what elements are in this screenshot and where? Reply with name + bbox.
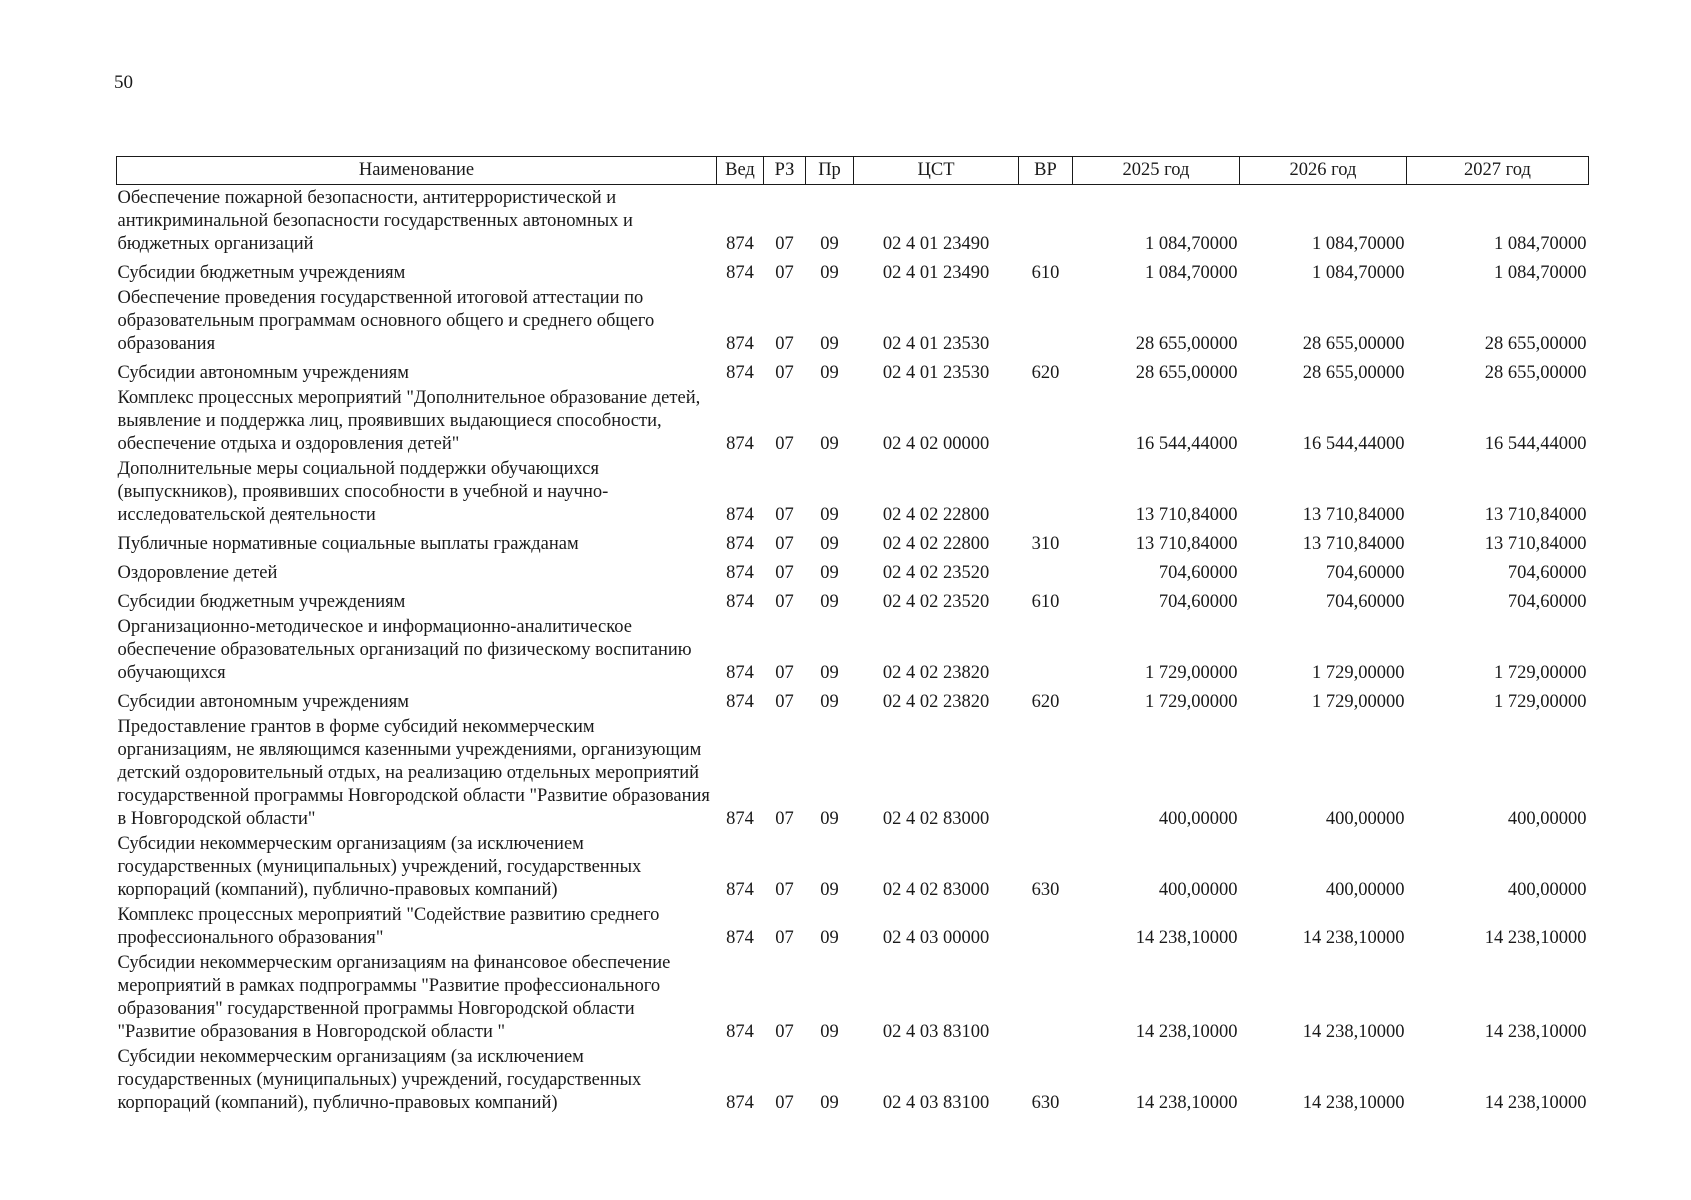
row-2027: 14 238,10000	[1484, 928, 1587, 948]
row-cst: 02 4 02 23520	[882, 563, 990, 583]
row-2025: 14 238,10000	[1135, 1022, 1238, 1042]
row-vr	[1019, 714, 1073, 831]
row-ved: 874	[726, 563, 754, 583]
table-row	[117, 356, 1589, 385]
row-ved: 874	[726, 263, 754, 283]
row-cst: 02 4 02 22800	[882, 505, 990, 525]
table-row	[117, 285, 1589, 356]
row-2027: 13 710,84000	[1484, 534, 1587, 554]
row-vr: 620	[1031, 692, 1060, 712]
row-pr: 09	[820, 663, 839, 683]
row-rz: 07	[775, 592, 794, 612]
row-cst: 02 4 02 23520	[882, 592, 990, 612]
row-2025: 1 084,70000	[1145, 234, 1238, 254]
row-2027: 704,60000	[1507, 592, 1587, 612]
row-name: Организационно-методическое и информационно-аналитическое обеспечение образовательных организаций по физическому воспитанию обучающихся	[117, 617, 692, 683]
row-vr: 610	[1031, 592, 1060, 612]
row-2025: 14 238,10000	[1135, 1093, 1238, 1113]
row-rz: 07	[775, 563, 794, 583]
row-2025: 400,00000	[1158, 809, 1238, 829]
row-rz: 07	[775, 928, 794, 948]
header-vr: ВР	[1019, 157, 1073, 185]
row-name: Обеспечение проведения государственной итоговой аттестации по образовательным программам основного общего и среднего общего образования	[117, 288, 655, 354]
row-2025: 14 238,10000	[1135, 928, 1238, 948]
row-name: Субсидии автономным учреждениям	[117, 363, 409, 383]
row-rz: 07	[775, 692, 794, 712]
row-2026: 1 084,70000	[1312, 263, 1405, 283]
row-2026: 1 084,70000	[1312, 234, 1405, 254]
row-2027: 704,60000	[1507, 563, 1587, 583]
row-vr	[1019, 902, 1073, 950]
row-ved: 874	[726, 1022, 754, 1042]
table-header-row	[117, 157, 1589, 185]
row-2027: 1 084,70000	[1494, 263, 1587, 283]
row-ved: 874	[726, 1093, 754, 1113]
row-vr: 610	[1031, 263, 1060, 283]
row-ved: 874	[726, 363, 754, 383]
row-cst: 02 4 02 83000	[882, 809, 990, 829]
row-ved: 874	[726, 534, 754, 554]
row-2027: 400,00000	[1507, 880, 1587, 900]
row-2027: 1 729,00000	[1494, 663, 1587, 683]
row-pr: 09	[820, 505, 839, 525]
page-number: 50	[114, 72, 133, 93]
table-row	[117, 614, 1589, 685]
row-2026: 16 544,44000	[1302, 434, 1405, 454]
table-row	[117, 527, 1589, 556]
table-row	[117, 685, 1589, 714]
row-cst: 02 4 01 23490	[882, 234, 990, 254]
row-name: Субсидии некоммерческим организациям (за исключением государственных (муниципальных) учреждений, государственных корпораций (компаний), публично-правовых компаний)	[117, 834, 642, 900]
row-2025: 1 729,00000	[1145, 692, 1238, 712]
table-body	[117, 185, 1589, 1116]
row-2025: 1 729,00000	[1145, 663, 1238, 683]
row-ved: 874	[726, 663, 754, 683]
header-2025: 2025 год	[1073, 157, 1240, 185]
row-2026: 14 238,10000	[1302, 928, 1405, 948]
row-rz: 07	[775, 263, 794, 283]
row-cst: 02 4 01 23490	[882, 263, 990, 283]
row-cst: 02 4 01 23530	[882, 363, 990, 383]
row-name: Обеспечение пожарной безопасности, антитеррористической и антикриминальной безопасности государственных автономных и бюджетных организаций	[117, 188, 633, 254]
table-row	[117, 456, 1589, 527]
row-name: Публичные нормативные социальные выплаты гражданам	[117, 534, 579, 554]
row-vr	[1019, 456, 1073, 527]
row-2026: 14 238,10000	[1302, 1093, 1405, 1113]
row-cst: 02 4 02 23820	[882, 663, 990, 683]
row-2027: 14 238,10000	[1484, 1022, 1587, 1042]
row-rz: 07	[775, 1022, 794, 1042]
row-pr: 09	[820, 234, 839, 254]
row-2026: 704,60000	[1325, 592, 1405, 612]
row-2025: 28 655,00000	[1135, 334, 1238, 354]
row-cst: 02 4 03 00000	[882, 928, 990, 948]
row-vr: 630	[1031, 880, 1060, 900]
row-2026: 13 710,84000	[1302, 534, 1405, 554]
header-pr: Пр	[806, 157, 854, 185]
row-pr: 09	[820, 692, 839, 712]
row-2025: 704,60000	[1158, 563, 1238, 583]
row-name: Предоставление грантов в форме субсидий некоммерческим организациям, не являющимся казенными учреждениями, организующим детский оздоровительный отдых, на реализацию отдельных мероприятий государственной программы Новгородской области "Развитие образования в Новгородской области"	[117, 717, 710, 829]
table-row	[117, 1044, 1589, 1115]
row-ved: 874	[726, 234, 754, 254]
row-pr: 09	[820, 809, 839, 829]
row-name: Субсидии некоммерческим организациям (за исключением государственных (муниципальных) учреждений, государственных корпораций (компаний), публично-правовых компаний)	[117, 1047, 642, 1113]
row-rz: 07	[775, 809, 794, 829]
row-2027: 1 729,00000	[1494, 692, 1587, 712]
row-cst: 02 4 03 83100	[882, 1022, 990, 1042]
row-pr: 09	[820, 563, 839, 583]
table-row	[117, 714, 1589, 831]
row-name: Комплекс процессных мероприятий "Дополнительное образование детей, выявление и поддержка лиц, проявивших выдающиеся способности, обеспечение отдыха и оздоровления детей"	[117, 388, 701, 454]
row-ved: 874	[726, 334, 754, 354]
header-ved: Вед	[717, 157, 764, 185]
row-2027: 14 238,10000	[1484, 1093, 1587, 1113]
row-cst: 02 4 02 22800	[882, 534, 990, 554]
header-cst: ЦСТ	[854, 157, 1019, 185]
row-ved: 874	[726, 809, 754, 829]
row-2027: 1 084,70000	[1494, 234, 1587, 254]
row-vr	[1019, 556, 1073, 585]
row-pr: 09	[820, 534, 839, 554]
row-2025: 1 084,70000	[1145, 263, 1238, 283]
table-row	[117, 256, 1589, 285]
row-cst: 02 4 01 23530	[882, 334, 990, 354]
row-rz: 07	[775, 334, 794, 354]
row-cst: 02 4 02 23820	[882, 692, 990, 712]
row-2026: 704,60000	[1325, 563, 1405, 583]
row-2025: 16 544,44000	[1135, 434, 1238, 454]
row-name: Комплекс процессных мероприятий "Содействие развитию среднего профессионального образования"	[117, 905, 660, 948]
row-cst: 02 4 03 83100	[882, 1093, 990, 1113]
row-cst: 02 4 02 00000	[882, 434, 990, 454]
header-2027: 2027 год	[1407, 157, 1589, 185]
row-name: Оздоровление детей	[117, 563, 278, 583]
row-vr: 310	[1031, 534, 1060, 554]
row-2027: 13 710,84000	[1484, 505, 1587, 525]
header-2026: 2026 год	[1240, 157, 1407, 185]
row-2025: 400,00000	[1158, 880, 1238, 900]
row-name: Субсидии бюджетным учреждениям	[117, 592, 406, 612]
row-rz: 07	[775, 505, 794, 525]
row-rz: 07	[775, 363, 794, 383]
table-row	[117, 902, 1589, 950]
table-row	[117, 950, 1589, 1044]
row-pr: 09	[820, 334, 839, 354]
row-rz: 07	[775, 1093, 794, 1113]
row-pr: 09	[820, 363, 839, 383]
table-row	[117, 831, 1589, 902]
row-ved: 874	[726, 592, 754, 612]
row-pr: 09	[820, 592, 839, 612]
row-2027: 16 544,44000	[1484, 434, 1587, 454]
row-rz: 07	[775, 534, 794, 554]
row-pr: 09	[820, 928, 839, 948]
row-rz: 07	[775, 434, 794, 454]
row-vr	[1019, 614, 1073, 685]
row-rz: 07	[775, 880, 794, 900]
row-2026: 13 710,84000	[1302, 505, 1405, 525]
row-ved: 874	[726, 692, 754, 712]
row-ved: 874	[726, 928, 754, 948]
row-2025: 13 710,84000	[1135, 505, 1238, 525]
row-2026: 28 655,00000	[1302, 363, 1405, 383]
row-ved: 874	[726, 434, 754, 454]
row-2026: 1 729,00000	[1312, 663, 1405, 683]
table-row	[117, 585, 1589, 614]
row-2026: 1 729,00000	[1312, 692, 1405, 712]
row-ved: 874	[726, 880, 754, 900]
row-pr: 09	[820, 1022, 839, 1042]
row-pr: 09	[820, 263, 839, 283]
row-pr: 09	[820, 1093, 839, 1113]
row-vr	[1019, 385, 1073, 456]
row-vr: 620	[1031, 363, 1060, 383]
row-2026: 400,00000	[1325, 880, 1405, 900]
header-name: Наименование	[117, 157, 717, 185]
row-cst: 02 4 02 83000	[882, 880, 990, 900]
row-pr: 09	[820, 880, 839, 900]
row-2025: 28 655,00000	[1135, 363, 1238, 383]
row-2026: 400,00000	[1325, 809, 1405, 829]
row-pr: 09	[820, 434, 839, 454]
budget-table	[116, 156, 1589, 1115]
row-name: Субсидии бюджетным учреждениям	[117, 263, 406, 283]
row-vr	[1019, 185, 1073, 257]
row-name: Субсидии автономным учреждениям	[117, 692, 409, 712]
row-2027: 400,00000	[1507, 809, 1587, 829]
row-2026: 14 238,10000	[1302, 1022, 1405, 1042]
row-rz: 07	[775, 234, 794, 254]
row-2027: 28 655,00000	[1484, 363, 1587, 383]
row-ved: 874	[726, 505, 754, 525]
row-2027: 28 655,00000	[1484, 334, 1587, 354]
header-rz: РЗ	[764, 157, 806, 185]
row-name: Субсидии некоммерческим организациям на финансовое обеспечение мероприятий в рамках подпрограммы "Развитие профессионального образования" государственной программы Новгородской области "Развитие образования в Новгородской области "	[117, 953, 671, 1042]
row-rz: 07	[775, 663, 794, 683]
row-vr	[1019, 285, 1073, 356]
row-vr	[1019, 950, 1073, 1044]
table-row	[117, 385, 1589, 456]
table-row	[117, 185, 1589, 257]
row-2025: 13 710,84000	[1135, 534, 1238, 554]
row-vr: 630	[1031, 1093, 1060, 1113]
row-2025: 704,60000	[1158, 592, 1238, 612]
row-name: Дополнительные меры социальной поддержки обучающихся (выпускников), проявивших способности в учебной и научно-исследовательской деятельности	[117, 459, 609, 525]
row-2026: 28 655,00000	[1302, 334, 1405, 354]
table-row	[117, 556, 1589, 585]
